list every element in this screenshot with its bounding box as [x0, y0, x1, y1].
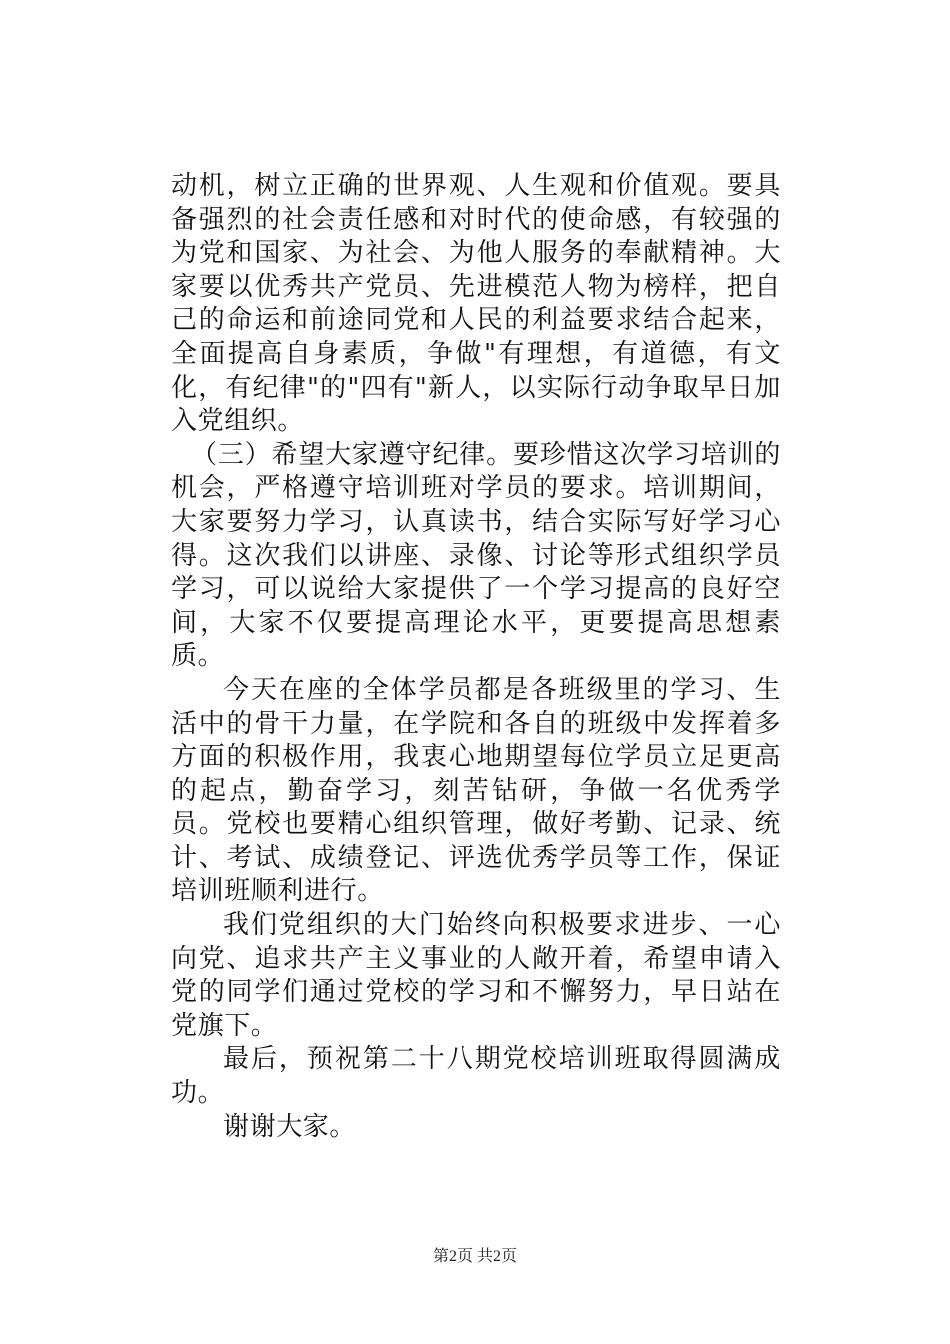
paragraph-discipline: （三）希望大家遵守纪律。要珍惜这次学习培训的机会，严格遵守培训班对学员的要求。培训期间，大家要努力学习，认真读书，结合实际写好学习心得。这次我们以讲座、录像、讨论等形式组织学员学习，可以说给大家提供了一个学习提高的良好空间，大家不仅要提高理论水平，更要提高思想素质。 [171, 439, 781, 672]
paragraph-party-door: 我们党组织的大门始终向积极要求进步、一心向党、追求共产主义事业的人敞开着，希望申请入党的同学们通过党校的学习和不懈努力，早日站在党旗下。 [171, 910, 781, 1041]
page-number-label: 第2页 共2页 [432, 1248, 517, 1265]
page-footer [0, 1247, 950, 1267]
document-body [171, 170, 781, 1144]
paragraph-wishes: 最后，预祝第二十八期党校培训班取得圆满成功。 [171, 1044, 781, 1109]
paragraph-backbone: 今天在座的全体学员都是各班级里的学习、生活中的骨干力量，在学院和各自的班级中发挥着多方面的积极作用，我衷心地期望每位学员立足更高的起点，勤奋学习，刻苦钻研，争做一名优秀学员。党校也要精心组织管理，做好考勤、记录、统计、考试、成绩登记、评选优秀学员等工作，保证培训班顺利进行。 [171, 674, 781, 907]
paragraph-thanks: 谢谢大家。 [223, 1111, 357, 1142]
paragraph-continuation: 动机，树立正确的世界观、人生观和价值观。要具备强烈的社会责任感和对时代的使命感，有较强的为党和国家、为社会、为他人服务的奉献精神。大家要以优秀共产党员、先进模范人物为榜样，把自己的命运和前途同党和人民的利益要求结合起来，全面提高自身素质，争做"有理想，有道德，有文化，有纪律"的"四有"新人，以实际行动争取早日加入党组织。 [171, 171, 781, 437]
